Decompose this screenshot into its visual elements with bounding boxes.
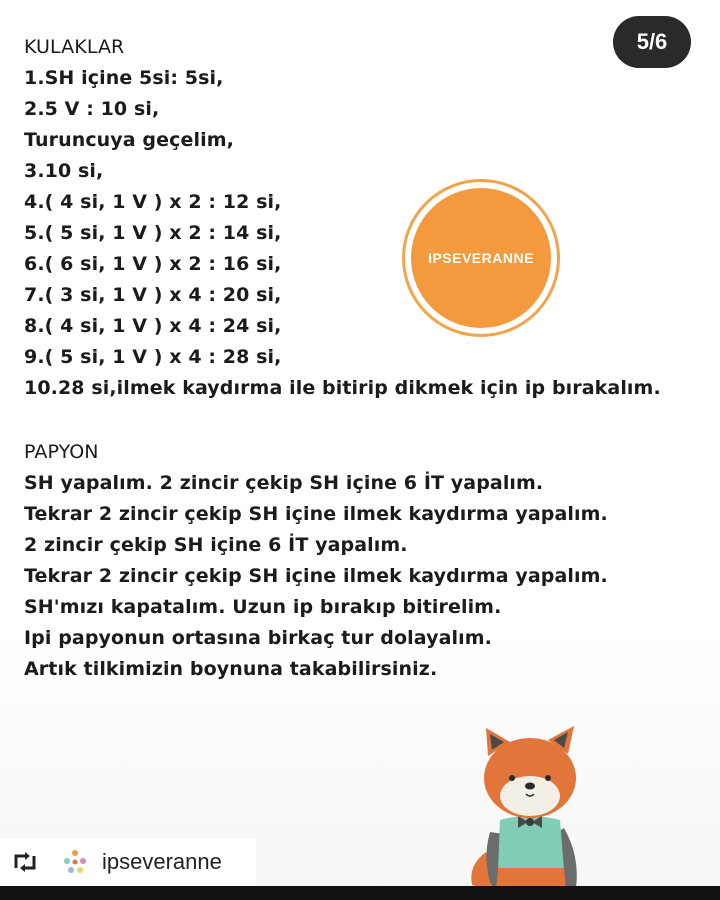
instruction-line: 8.( 4 si, 1 V ) x 4 : 24 si, (24, 315, 282, 337)
instruction-line: 2.5 V : 10 si, (24, 98, 160, 120)
instruction-line: 1.SH içine 5si: 5si, (24, 67, 224, 89)
instruction-line: 4.( 4 si, 1 V ) x 2 : 12 si, (24, 191, 282, 213)
repost-icon (10, 849, 40, 875)
logo-disc (411, 188, 551, 328)
papyon-section (24, 437, 608, 685)
instruction-line: Ipi papyonun ortasına birkaç tur dolayalım. (24, 627, 492, 649)
account-name[interactable]: ipseveranne (102, 849, 222, 874)
ipseveranne-logo (402, 179, 560, 335)
instruction-line: 3.10 si, (24, 160, 104, 182)
instruction-line: Tekrar 2 zincir çekip SH içine ilmek kaydırma yapalım. (24, 503, 608, 525)
bottom-strip (0, 886, 720, 900)
instruction-line: 10.28 si,ilmek kaydırma ile bitirip dikmek için ip bırakalım. (24, 377, 661, 399)
instruction-line: Turuncuya geçelim, (24, 129, 234, 151)
instruction-line: 6.( 6 si, 1 V ) x 2 : 16 si, (24, 253, 282, 275)
instruction-line: 2 zincir çekip SH içine 6 İT yapalım. (24, 534, 408, 556)
instruction-line: SH yapalım. 2 zincir çekip SH içine 6 İT yapalım. (24, 472, 544, 494)
logo-text: IPSEVERANNE (428, 250, 534, 266)
instruction-line: Artık tilkimizin boynuna takabilirsiniz. (24, 658, 438, 680)
instruction-line: Tekrar 2 zincir çekip SH içine ilmek kaydırma yapalım. (24, 565, 608, 587)
section-title-papyon: PAPYON (24, 441, 99, 463)
amigurumi-fox-image (468, 720, 608, 890)
account-avatar-icon[interactable] (58, 845, 92, 879)
instruction-line: 5.( 5 si, 1 V ) x 2 : 14 si, (24, 222, 282, 244)
repost-attribution-bar (0, 838, 256, 886)
instruction-line: 7.( 3 si, 1 V ) x 4 : 20 si, (24, 284, 282, 306)
section-title-kulaklar: KULAKLAR (24, 36, 125, 58)
kulaklar-section (24, 32, 661, 404)
slide-counter: 5/6 (613, 16, 691, 68)
instruction-line: SH'mızı kapatalım. Uzun ip bırakıp bitirelim. (24, 596, 502, 618)
instruction-line: 9.( 5 si, 1 V ) x 4 : 28 si, (24, 346, 282, 368)
